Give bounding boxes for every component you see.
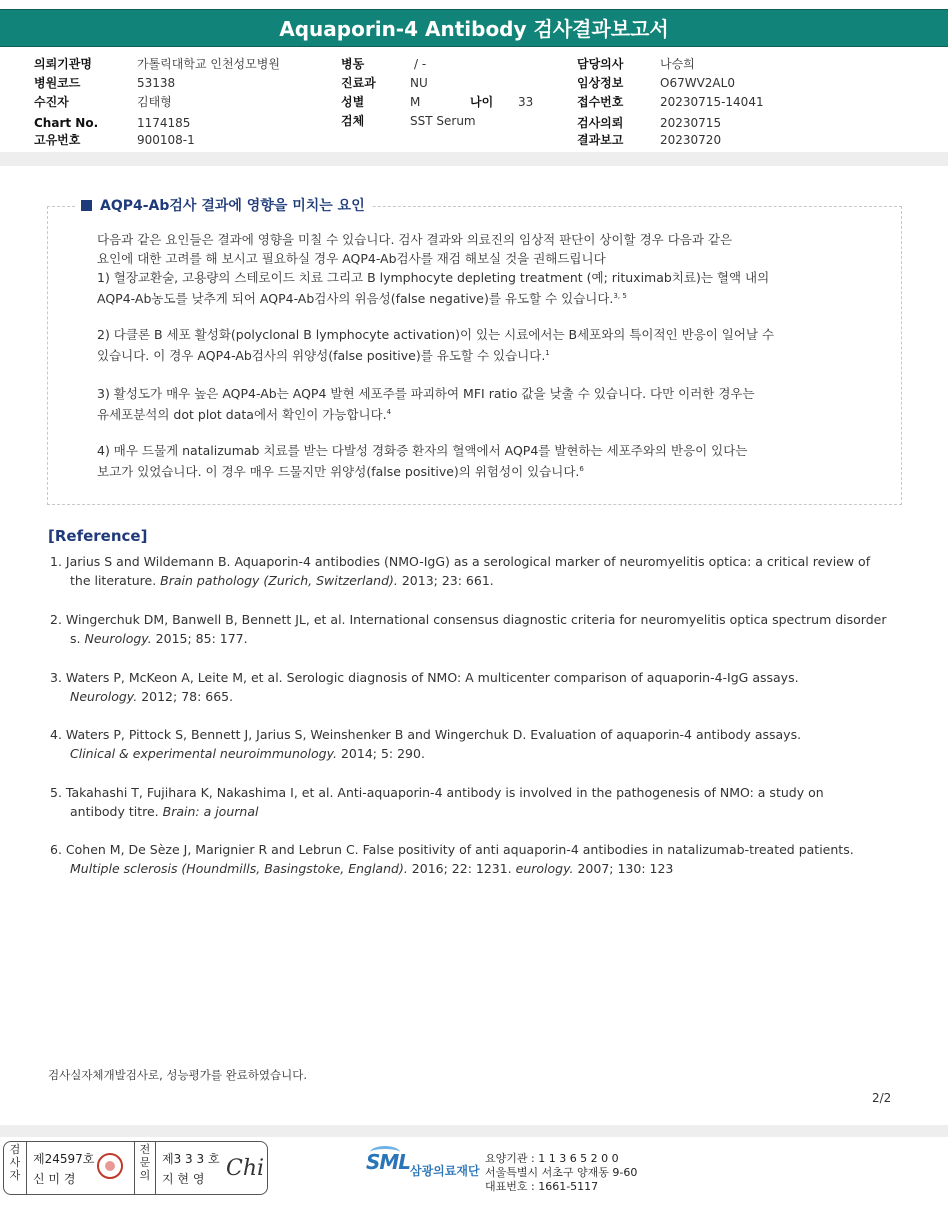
factor-item-3: 3) 활성도가 매우 높은 AQP4-Ab는 AQP4 발현 세포주를 파괴하여 MFI ratio 값을 낮출 수 있습니다. 다만 이러한 경우는 유세포분석의 dot plot data에서 확인이 가능합니다.$^4$ [97,386,755,423]
report-date-value: 20230720 [660,133,722,147]
specialist-license: 제3 3 3 호 [162,1152,220,1166]
factors-title: AQP4-Ab검사 결과에 영향을 미치는 요인 [77,196,371,216]
footer-divider [0,1125,948,1137]
org-address: 서울특별시 서초구 양재동 9-60 [485,1166,638,1179]
divider [134,1141,135,1195]
report-date-label: 결과보고 [577,133,624,147]
chart-no-label: Chart No. [34,116,99,130]
sex-value: M [410,95,421,109]
hospital-name-value: 가톨릭대학교 인천성모병원 [137,57,280,71]
age-label: 나이 [470,95,494,109]
clinical-info-value: O67WV2AL0 [660,76,735,90]
department-value: NU [410,76,428,90]
doctor-label: 담당의사 [577,57,624,71]
request-date-value: 20230715 [660,116,722,130]
org-name: 삼광의료재단 [410,1164,480,1178]
specialist-name: 지 현 영 [162,1172,205,1186]
square-bullet-icon [81,200,92,211]
hospital-name-label: 의뢰기관명 [34,57,92,71]
clinical-info-label: 임상정보 [577,76,624,90]
factor-item-4: 4) 매우 드물게 natalizumab 치료를 받는 다발성 경화증 환자의 혈액에서 AQP4를 발현하는 세포주와의 반응이 있다는 보고가 있었습니다. 이 경우 매우 드물지만 위양성(false positive)의 위험성이 있습니다.$^6$ [97,443,748,480]
factors-intro: 다음과 같은 요인들은 결과에 영향을 미칠 수 있습니다. 검사 결과와 의료진의 임상적 판단이 상이할 경우 다음과 같은 요인에 대한 고려를 해 보시고 필요하실 경우 AQP4-Ab검사를 재검 해보실 것을 권해드립니다 [97,232,733,266]
reference-item: 5. Takahashi T, Fujihara K, Nakashima I, et al. Anti-aquaporin-4 antibody is involved in the pathogenesis of NMO: a study on antibody titre. Brain: a journal [50,785,824,819]
validation-note: 검사실자체개발검사로, 성능평가를 완료하였습니다. [48,1068,308,1082]
request-date-label: 검사의뢰 [577,116,624,130]
ward-label: 병동 [341,57,365,71]
divider [26,1141,27,1195]
reference-item: 2. Wingerchuk DM, Banwell B, Bennett JL, et al. International consensus diagnostic criteria for neuromyelitis optica spectrum disorder s. Neurology. 2015; 85: 177. [50,612,887,646]
specialist-label [137,1141,153,1195]
hospital-code-value: 53138 [137,76,176,90]
ward-value: / - [414,57,427,71]
unique-no-value: 900108-1 [137,133,195,147]
divider [155,1141,156,1195]
receipt-no-label: 접수번호 [577,95,624,109]
specimen-value: SST Serum [410,114,476,128]
handwritten-signature: Chi [226,1156,265,1181]
unique-no-label: 고유번호 [34,133,81,147]
hospital-code-label: 병원코드 [34,76,81,90]
specimen-label: 검체 [341,114,365,128]
doctor-value: 나승희 [660,57,695,71]
age-value: 33 [518,95,534,109]
page-number: 2/2 [872,1091,892,1105]
reference-heading: [Reference] [48,527,148,545]
patient-name-value: 김태형 [137,95,172,109]
reference-item: 6. Cohen M, De Sèze J, Marignier R and Lebrun C. False positivity of anti aquaporin-4 antibodies in natalizumab-treated patients. Multiple sclerosis (Houndmills, Basingstoke, England). 2016; 22: 1231. eurology. 2007; 130: 123 [50,842,854,876]
receipt-no-value: 20230715-14041 [660,95,764,109]
seal-stamp-icon [97,1153,123,1179]
org-phone: 대표번호 : 1661-5117 [485,1180,599,1193]
sml-logo: SML [366,1150,411,1174]
reference-item: 1. Jarius S and Wildemann B. Aquaporin-4 antibodies (NMO-IgG) as a serological marker of neuromyelitis optica: a critical review of the literature. Brain pathology (Zurich, Switzerland). 2013; 23: 661. [50,554,871,588]
report-title: Aquaporin-4 Antibody 검사결과보고서 [0,9,948,47]
examiner-license: 제24597호 [33,1152,95,1166]
header-divider [0,152,948,166]
examiner-label [7,1141,23,1195]
patient-name-label: 수진자 [34,95,69,109]
factor-item-2: 2) 다클론 B 세포 활성화(polyclonal B lymphocyte activation)이 있는 시료에서는 B세포와의 특이적인 반응이 일어날 수 있습니다. 이 경우 AQP4-Ab검사의 위양성(false positive)를 유도할 수 있습니다.$^1$ [97,327,775,364]
sex-label: 성별 [341,95,365,109]
examiner-label-text: 검 사 자 [9,1143,21,1182]
reference-item: 4. Waters P, Pittock S, Bennett J, Jarius S, Weinshenker B and Wingerchuk D. Evaluation of aquaporin-4 antibody assays. Clinical & experimental neuroimmunology. 2014; 5: 290. [50,727,802,761]
chart-no-value: 1174185 [137,116,191,130]
department-label: 진료과 [341,76,376,90]
reference-item: 3. Waters P, McKeon A, Leite M, et al. Serologic diagnosis of NMO: A multicenter comparison of aquaporin-4-IgG assays. Neurology. 2012; 78: 665. [50,670,799,704]
specialist-label-text: 전 문 의 [139,1143,151,1182]
factor-item-1: 1) 혈장교환술, 고용량의 스테로이드 치료 그리고 B lymphocyte depleting treatment (예; rituximab치료)는 혈액 내의 AQP4-Ab농도를 낮추게 되어 AQP4-Ab검사의 위음성(false negative)를 유도할 수 있습니다.$^{3, 5}$ [97,270,770,307]
examiner-name: 신 미 경 [33,1172,76,1186]
org-code: 요양기관 : 1 1 3 6 5 2 0 0 [485,1152,619,1165]
